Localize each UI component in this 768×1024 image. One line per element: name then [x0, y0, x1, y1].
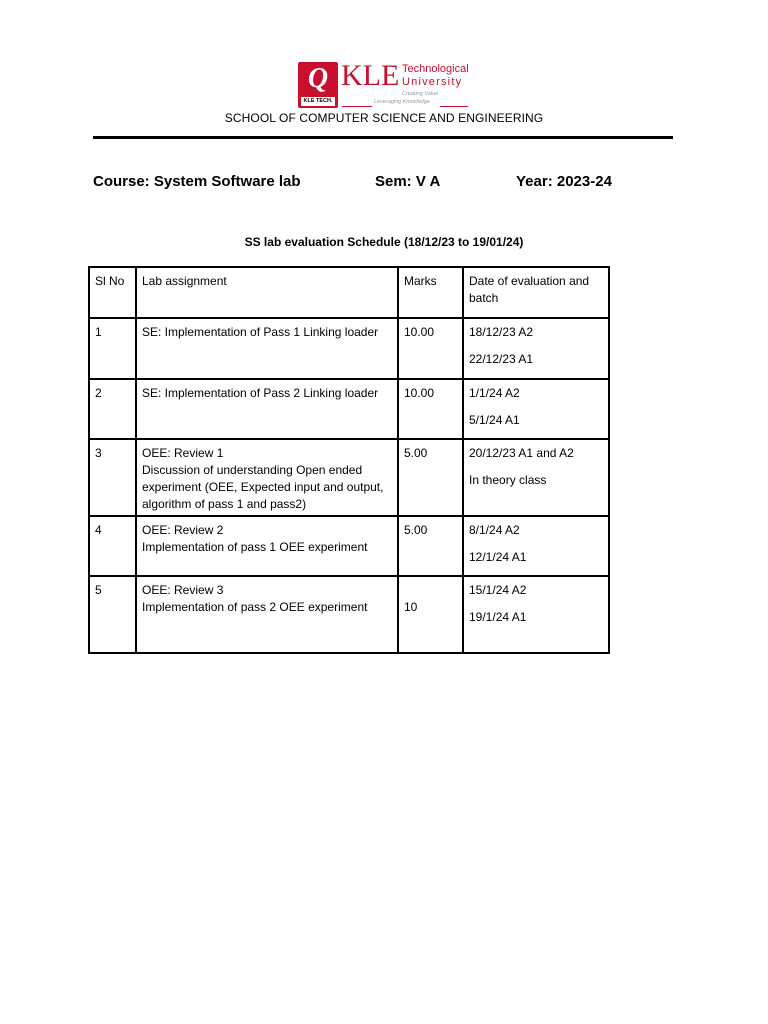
assignment-title: OEE: Review 2: [142, 523, 224, 537]
assignment-cell: [136, 439, 398, 516]
logo-symbol: Q: [307, 63, 329, 94]
date-batch-line: 5/1/24 A1: [469, 413, 520, 427]
assignment-detail: Implementation of pass 1 OEE experiment: [142, 540, 368, 554]
date-batch-line: 8/1/24 A2: [469, 523, 520, 537]
date-batch-line: In theory class: [469, 473, 547, 487]
table-row: [89, 516, 609, 576]
column-header-marks: Marks: [398, 267, 463, 318]
semester-label: Sem: V A: [375, 173, 441, 190]
assignment-cell: [136, 379, 398, 439]
date-batch-line: 22/12/23 A1: [469, 352, 534, 366]
course-label: Course: System Software lab: [93, 173, 301, 190]
schedule-title: SS lab evaluation Schedule (18/12/23 to 19/01/24): [244, 235, 524, 249]
sl-no-cell: 2: [89, 379, 136, 439]
table-row: [89, 576, 609, 653]
logo-tagline-leveraging: Leveraging Knowledge: [374, 99, 430, 105]
assignment-cell: [136, 318, 398, 379]
header-rule: [93, 136, 673, 139]
column-header-sl-no: Sl No: [89, 267, 136, 318]
sl-no-cell: 3: [89, 439, 136, 516]
date-cell: [463, 439, 609, 516]
date-batch-line: 18/12/23 A2: [469, 325, 534, 339]
marks-cell: 5.00: [398, 516, 463, 576]
logo-badge: [298, 62, 338, 108]
table-row: [89, 439, 609, 516]
marks-value: 10: [404, 600, 418, 614]
marks-cell: 10.00: [398, 318, 463, 379]
table-header-row: [89, 267, 609, 318]
sl-no-cell: 1: [89, 318, 136, 379]
table-row: [89, 379, 609, 439]
logo-divider-left: [342, 106, 372, 107]
evaluation-schedule-table: [88, 266, 610, 654]
logo-line-university: University: [402, 76, 463, 88]
sl-no-cell: 4: [89, 516, 136, 576]
logo-name: KLE: [341, 59, 400, 92]
logo-badge-text: KLE TECH.: [301, 97, 335, 106]
logo-divider-right: [440, 106, 468, 107]
date-batch-line: 19/1/24 A1: [469, 610, 527, 624]
date-batch-line: 15/1/24 A2: [469, 583, 527, 597]
date-cell: [463, 318, 609, 379]
school-name: SCHOOL OF COMPUTER SCIENCE AND ENGINEERING: [224, 111, 544, 125]
column-header-date-batch: Date of evaluation and batch: [463, 267, 609, 318]
sl-no-cell: 5: [89, 576, 136, 653]
date-cell: [463, 379, 609, 439]
assignment-text: SE: Implementation of Pass 1 Linking loader: [142, 325, 379, 339]
marks-cell: 10.00: [398, 379, 463, 439]
date-cell: [463, 516, 609, 576]
logo-tagline-creating: Creating Value: [402, 91, 439, 97]
year-label: Year: 2023-24: [516, 173, 612, 190]
university-logo: [298, 60, 470, 110]
column-header-lab-assignment: Lab assignment: [136, 267, 398, 318]
assignment-detail: Implementation of pass 2 OEE experiment: [142, 600, 368, 614]
date-cell: [463, 576, 609, 653]
assignment-title: OEE: Review 1: [142, 446, 224, 460]
assignment-cell: [136, 576, 398, 653]
table-row: [89, 318, 609, 379]
date-batch-line: 1/1/24 A2: [469, 386, 520, 400]
assignment-detail: Discussion of understanding Open ended experiment (OEE, Expected input and output, algorithm of pass 1 and pass2): [142, 463, 384, 511]
assignment-text: SE: Implementation of Pass 2 Linking loader: [142, 386, 379, 400]
assignment-cell: [136, 516, 398, 576]
logo-line-technological: Technological: [402, 63, 469, 75]
date-batch-line: 20/12/23 A1 and A2: [469, 446, 574, 460]
marks-cell: 5.00: [398, 439, 463, 516]
assignment-title: OEE: Review 3: [142, 583, 224, 597]
date-batch-line: 12/1/24 A1: [469, 550, 527, 564]
marks-cell: [398, 576, 463, 653]
